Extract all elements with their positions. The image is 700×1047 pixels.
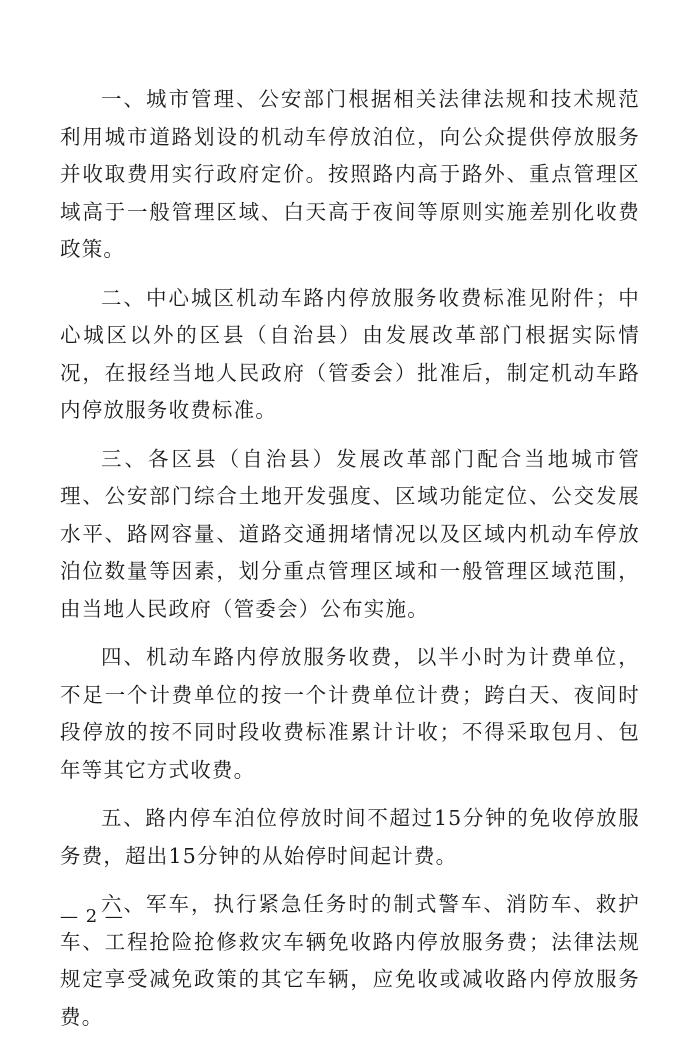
paragraph-2: 二、中心城区机动车路内停放服务收费标准见附件；中心城区以外的区县（自治县）由发展改革部门根据实际情况，在报经当地人民政府（管委会）批准后，制定机动车路内停放服务收费标准。: [60, 285, 640, 422]
paragraph-4: 四、机动车路内停放服务收费，以半小时为计费单位，不足一个计费单位的按一个计费单位计费；跨白天、夜间时段停放的按不同时段收费标准累计计收；不得采取包月、包年等其它方式收费。: [60, 645, 640, 782]
paragraph-3: 三、各区县（自治县）发展改革部门配合当地城市管理、公安部门综合土地开发强度、区域功能定位、公交发展水平、路网容量、道路交通拥堵情况以及区域内机动车停放泊位数量等因素，划分重点管理区域和一般管理区域范围，由当地人民政府（管委会）公布实施。: [60, 446, 640, 621]
document-body: [60, 81, 640, 1047]
page-number: — 2 —: [60, 906, 124, 927]
paragraph-5: 五、路内停车泊位停放时间不超过15分钟的免收停放服务费，超出15分钟的从始停时间起计费。: [60, 806, 640, 868]
paragraph-6: 六、军车，执行紧急任务时的制式警车、消防车、救护车、工程抢险抢修救灾车辆免收路内停放服务费；法律法规规定享受减免政策的其它车辆，应免收或减收路内停放服务费。: [60, 892, 640, 1029]
paragraph-1: 一、城市管理、公安部门根据相关法律法规和技术规范利用城市道路划设的机动车停放泊位，向公众提供停放服务并收取费用实行政府定价。按照路内高于路外、重点管理区域高于一般管理区域、白天高于夜间等原则实施差别化收费政策。: [60, 87, 640, 261]
